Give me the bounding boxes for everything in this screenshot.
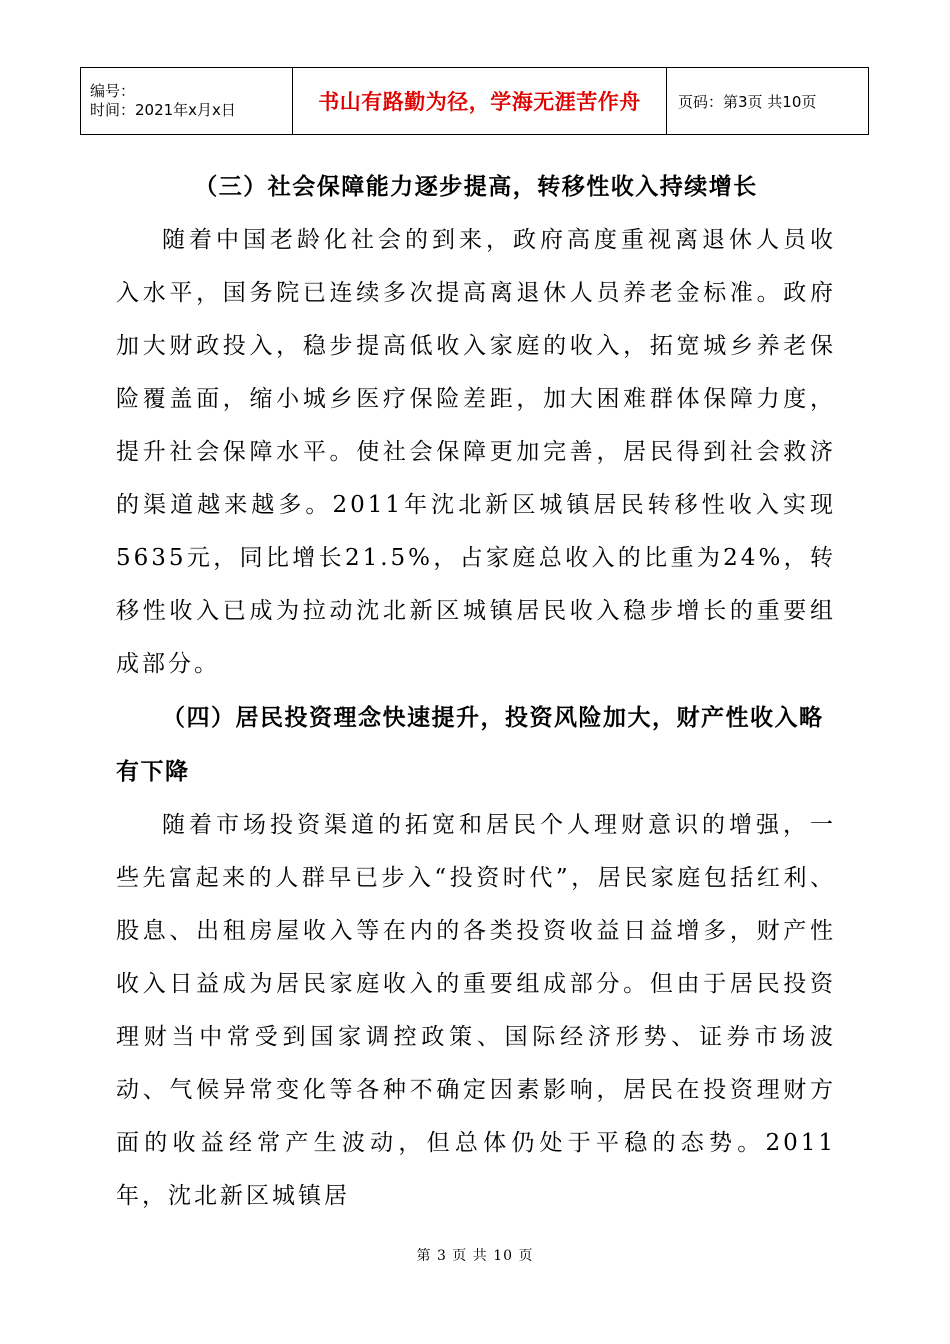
section-paragraph-4: 随着市场投资渠道的拓宽和居民个人理财意识的增强，一些先富起来的人群早已步入“投资时代”，居民家庭包括红利、股息、出租房屋收入等在内的各类投资收益日益增多，财产性收入日益成为居民家庭收入的重要组成部分。但由于居民投资理财当中常受到国家调控政策、国际经济形势、证券市场波动、气候异常变化等各种不确定因素影响，居民在投资理财方面的收益经常产生波动，但总体仍处于平稳的态势。2011年，沈北新区城镇居: [116, 812, 836, 1209]
page-footer: 第 3 页 共 10 页: [416, 1248, 534, 1264]
section-paragraph-3: 随着中国老龄化社会的到来，政府高度重视离退休人员收入水平，国务院已连续多次提高离退休人员养老金标准。政府加大财政投入，稳步提高低收入家庭的收入，拓宽城乡养老保险覆盖面，缩小城乡医疗保险差距，加大困难群体保障力度，提升社会保障水平。使社会保障更加完善，居民得到社会救济的渠道越来越多。2011年沈北新区城镇居民转移性收入实现5635元，同比增长21.5%，占家庭总收入的比重为24%，转移性收入已成为拉动沈北新区城镇居民收入稳步增长的重要组成部分。: [116, 227, 836, 677]
section-heading-4: （四）居民投资理念快速提升，投资风险加大，财产性收入略有下降: [116, 705, 824, 785]
document-body: [116, 160, 836, 1223]
header-page-number: 页码：第3页 共10页: [667, 68, 869, 135]
document-number-label: 编号：: [90, 82, 136, 100]
header-motto: 书山有路勤为径，学海无涯苦作舟: [293, 68, 667, 135]
page-header: [80, 67, 869, 135]
document-time-label: 时间：2021年x月x日: [90, 101, 236, 119]
header-meta-cell: [81, 68, 293, 135]
section-heading-3: （三）社会保障能力逐步提高，转移性收入持续增长: [194, 174, 758, 200]
